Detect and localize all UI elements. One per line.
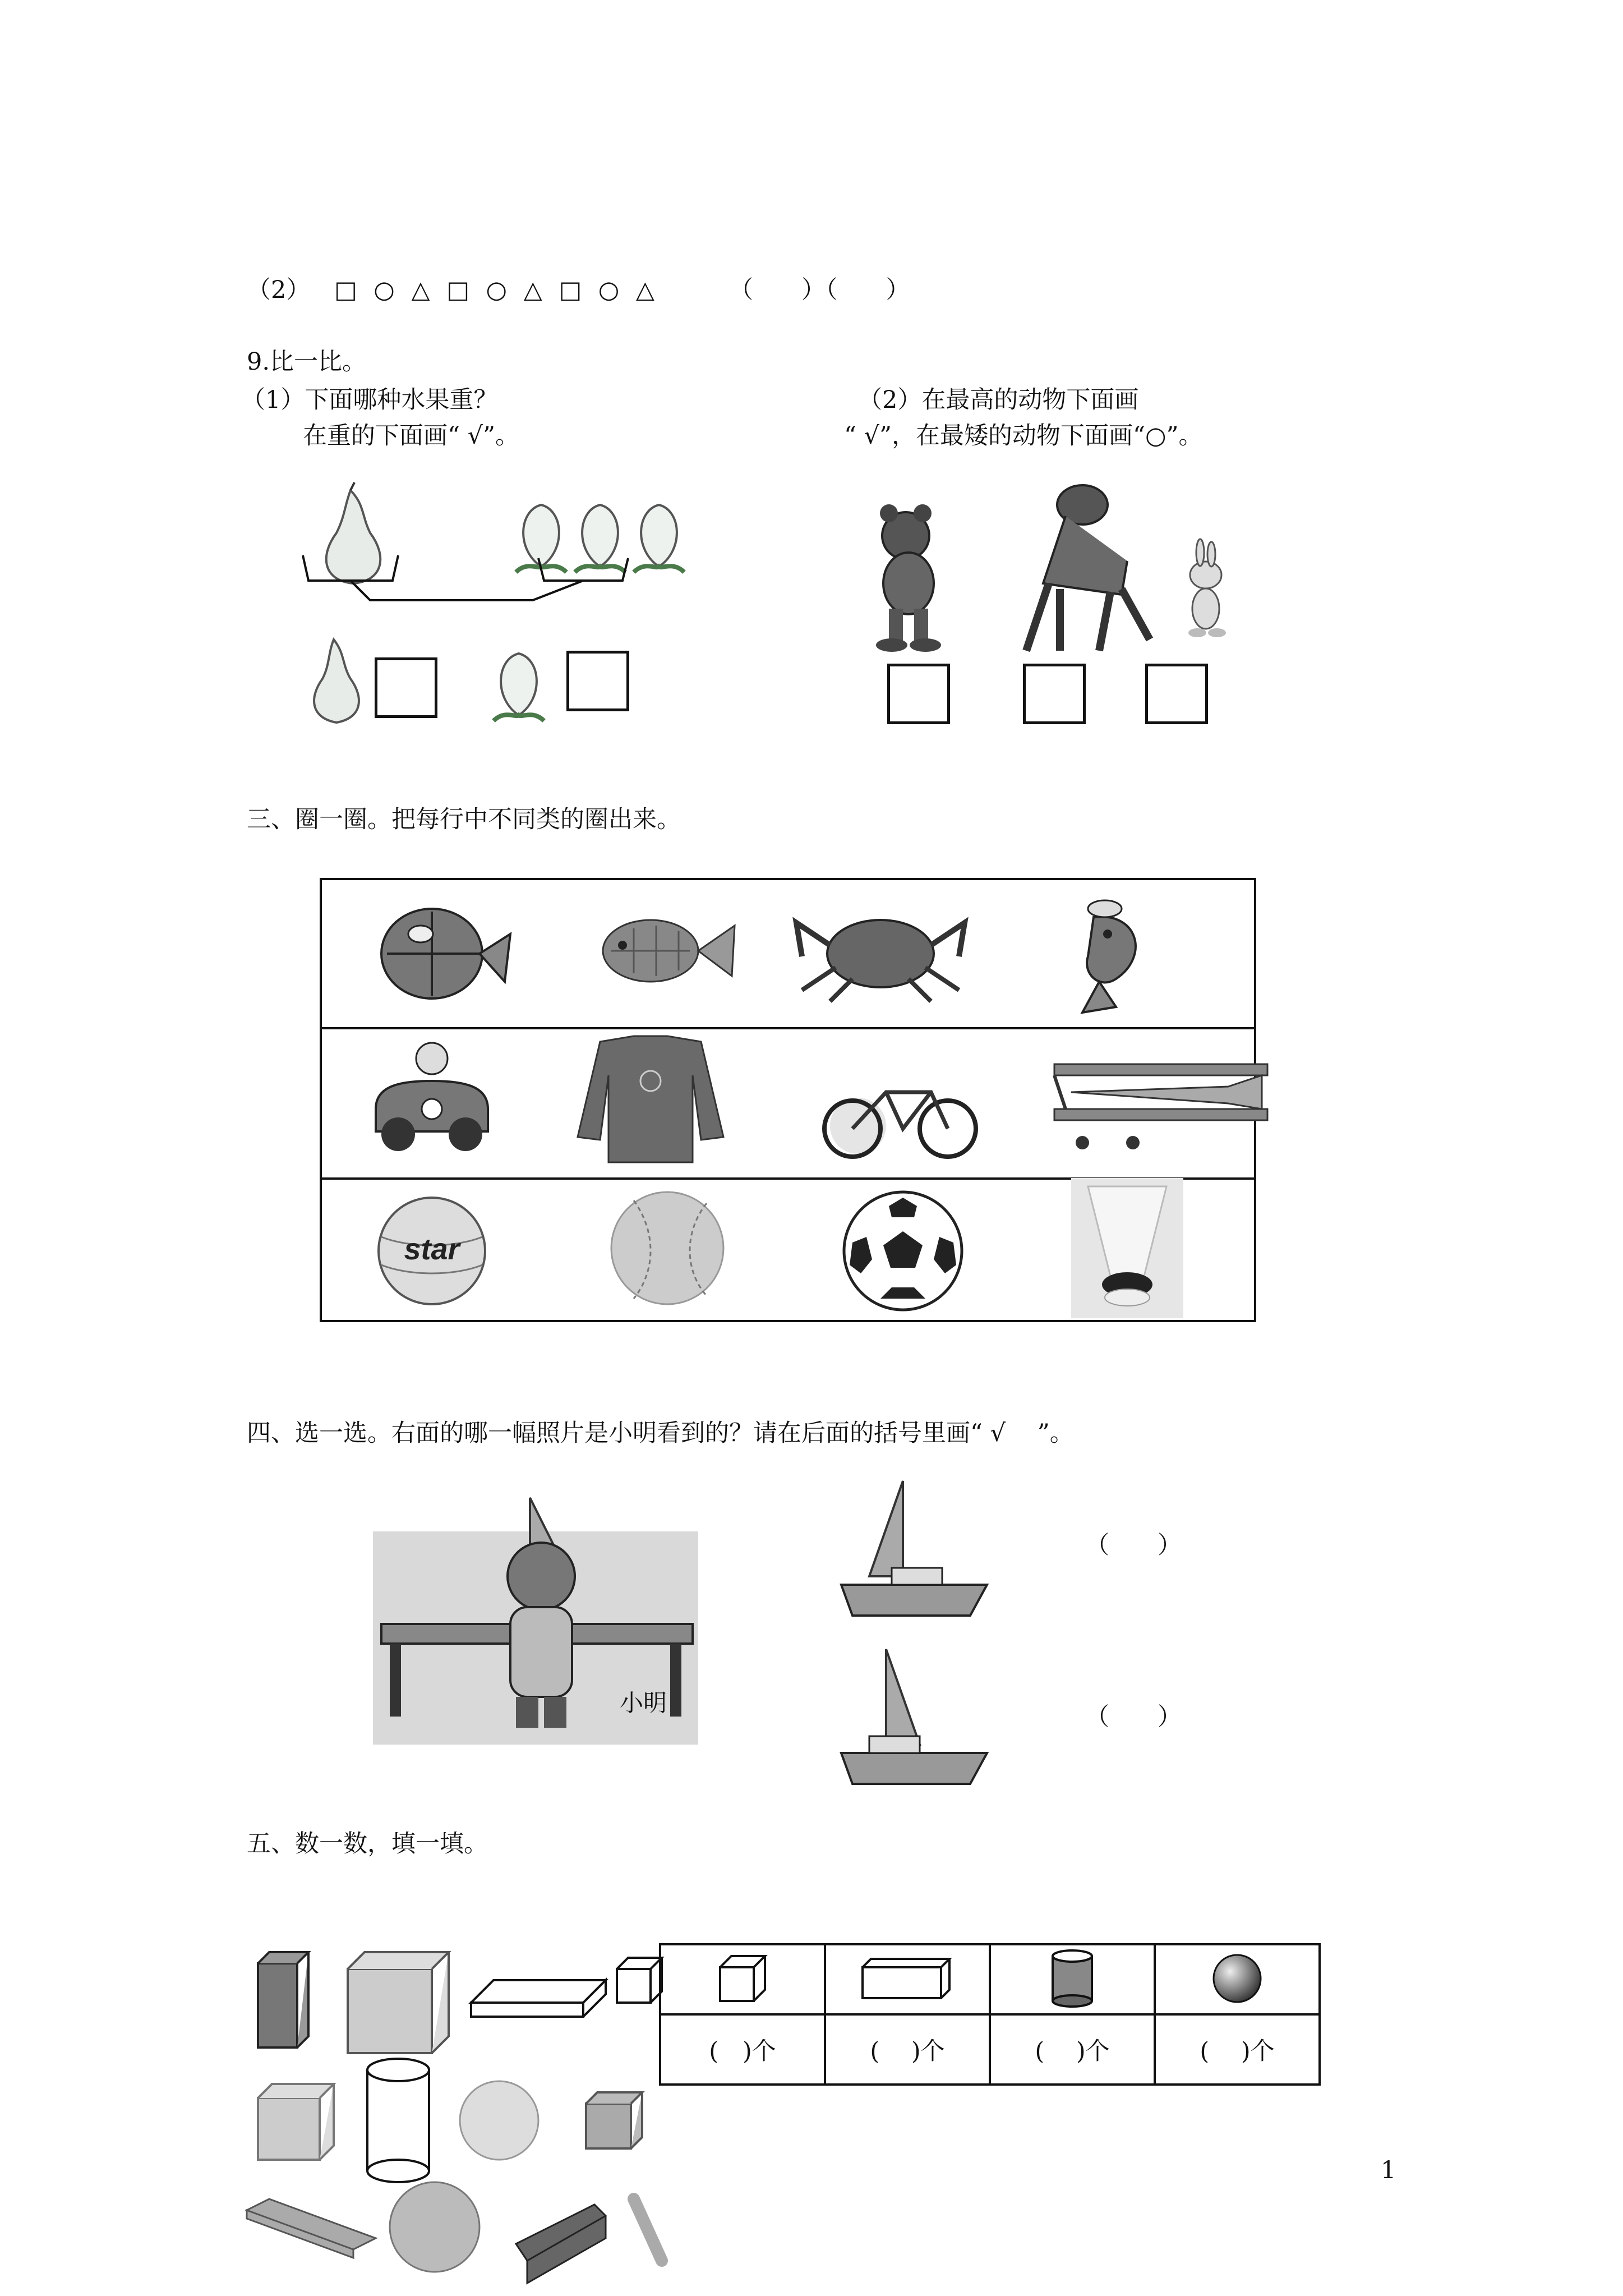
- cuboid-icon: [247, 2199, 376, 2258]
- table-header-cube: [660, 1944, 825, 2014]
- fish-toy-icon[interactable]: [381, 909, 510, 999]
- boat-options-illustration: [830, 1475, 998, 1823]
- cylinder-icon: [1047, 1948, 1098, 2009]
- peach-icon: [494, 654, 544, 721]
- crab-icon[interactable]: [796, 920, 965, 1001]
- rabbit-icon: [1188, 539, 1226, 637]
- cube-icon: [714, 1953, 771, 2004]
- sailboat-option-1-icon[interactable]: [841, 1481, 987, 1616]
- sailboat-option-2-icon[interactable]: [841, 1649, 987, 1784]
- q9-title: 9.比一比。: [247, 348, 367, 376]
- pear-answer-box[interactable]: [375, 657, 437, 718]
- xiaoming-scene-illustration: [373, 1487, 698, 1745]
- peach-answer-box[interactable]: [566, 651, 629, 711]
- shirt-icon[interactable]: [578, 1036, 723, 1162]
- cuboid-count-cell[interactable]: ( )个: [825, 2014, 990, 2085]
- cube-icon: [258, 2084, 334, 2160]
- sphere-icon: [460, 2081, 538, 2160]
- q9-part1-instruction: 在重的下面画“ √”。: [303, 422, 520, 450]
- peach-icon: [634, 505, 684, 572]
- deer-icon: [1026, 485, 1150, 651]
- q9-part1-question: （1）下面哪种水果重？: [241, 386, 498, 414]
- cylinder-icon: [634, 2199, 662, 2261]
- table-header-sphere: [1155, 1944, 1320, 2014]
- option2-answer-paren[interactable]: （ ）: [1085, 1703, 1182, 1731]
- section3-title: 三、圈一圈。把每行中不同类的圈出来。: [247, 806, 681, 834]
- table-header-cuboid: [825, 1944, 990, 2014]
- airplane-icon[interactable]: [1054, 1064, 1267, 1149]
- q8-shape-sequence: □ ○ △ □ ○ △ □ ○ △: [334, 276, 659, 304]
- pear-icon: [326, 482, 380, 583]
- peach-icon: [516, 505, 566, 572]
- row2-objects: [320, 1025, 1256, 1175]
- row3-balls: [320, 1175, 1256, 1322]
- cylinder-count-cell[interactable]: ( )个: [990, 2014, 1155, 2085]
- sphere-icon: [1209, 1950, 1265, 2007]
- deer-answer-box[interactable]: [1023, 664, 1086, 724]
- row1-sea-animals: [320, 878, 1256, 1025]
- bear-answer-box[interactable]: [887, 664, 950, 724]
- cube-icon: [617, 1958, 662, 2003]
- section4-title: 四、选一选。右面的哪一幅照片是小明看到的？请在后面的括号里画“ √ ”。: [247, 1419, 1074, 1447]
- q8-answer-blanks[interactable]: （ ）（ ）: [729, 276, 910, 304]
- sphere-icon: [390, 2182, 479, 2272]
- toy-car-icon[interactable]: [376, 1043, 488, 1151]
- solids-illustration: [247, 1947, 673, 2294]
- peach-icon: [575, 505, 625, 572]
- rabbit-answer-box[interactable]: [1145, 664, 1208, 724]
- volleyball-icon[interactable]: [379, 1198, 485, 1304]
- soccer-ball-icon[interactable]: [844, 1192, 962, 1310]
- cube-icon: [348, 1952, 449, 2053]
- table-header-cylinder: [990, 1944, 1155, 2014]
- section5-title: 五、数一数，填一填。: [247, 1830, 488, 1858]
- cube-icon: [586, 2092, 642, 2148]
- count-shapes-table: [659, 1943, 1321, 2086]
- q9-part2-question: （2）在最高的动物下面画: [858, 386, 1139, 414]
- cube-count-cell[interactable]: ( )个: [660, 2014, 825, 2085]
- ball-brand-text: star: [404, 1232, 460, 1266]
- cuboid-icon: [258, 1952, 308, 2047]
- cylinder-icon: [367, 2059, 429, 2182]
- cuboid-icon: [516, 2205, 606, 2283]
- xiaoming-name-label: 小明: [620, 1690, 667, 1716]
- fish-icon[interactable]: [603, 920, 735, 982]
- cartoon-fish-icon[interactable]: [1082, 900, 1136, 1013]
- page-number: 1: [1381, 2156, 1396, 2184]
- bicycle-icon[interactable]: [824, 1092, 976, 1157]
- animals-illustration: [858, 482, 1239, 662]
- fruit-comparison-illustration: [292, 482, 695, 729]
- q8-label: （2）: [247, 276, 311, 304]
- sphere-count-cell[interactable]: ( )个: [1155, 2014, 1320, 2085]
- pear-icon: [314, 639, 359, 723]
- cuboid-icon: [857, 1956, 958, 2001]
- shuttlecock-icon[interactable]: [1071, 1178, 1183, 1318]
- option1-answer-paren[interactable]: （ ）: [1085, 1531, 1182, 1559]
- baseball-icon[interactable]: [611, 1192, 723, 1304]
- cuboid-icon: [471, 1980, 606, 2017]
- q9-part2-instruction: “ √”，在最矮的动物下面画“○”。: [844, 422, 1203, 450]
- bear-icon: [876, 504, 941, 652]
